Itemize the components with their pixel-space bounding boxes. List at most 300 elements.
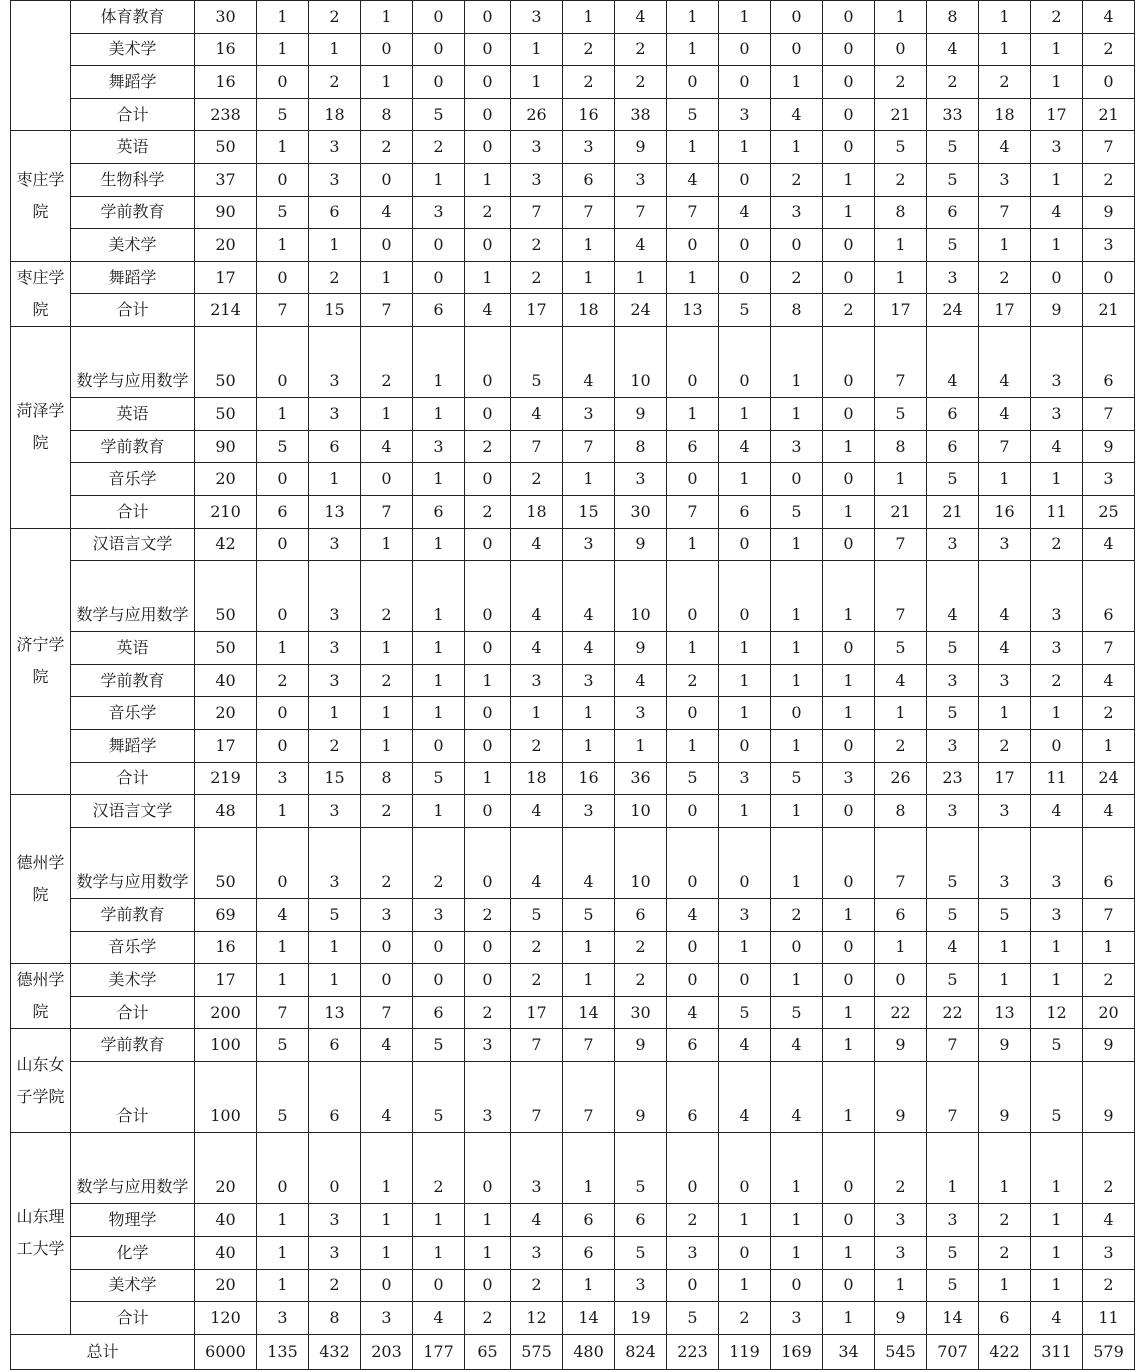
quota-value-cell: 6	[1083, 326, 1135, 397]
quota-value-cell: 1	[1031, 1204, 1083, 1237]
quota-value-cell: 3	[719, 762, 771, 795]
quota-value-cell: 5	[927, 1269, 979, 1302]
quota-value-cell: 1	[563, 463, 615, 496]
quota-value-cell: 0	[667, 229, 719, 262]
quota-value-cell: 1	[309, 33, 361, 66]
quota-value-cell: 11	[1083, 1302, 1135, 1335]
quota-value-cell: 5	[927, 899, 979, 932]
quota-value-cell: 8	[615, 430, 667, 463]
quota-value-cell: 2	[563, 33, 615, 66]
quota-value-cell: 2	[361, 664, 413, 697]
school-name-cell: 枣庄学院	[11, 261, 71, 326]
quota-value-cell: 5	[511, 899, 563, 932]
grand-total-value-cell: 177	[413, 1334, 465, 1369]
quota-value-cell: 4	[1083, 795, 1135, 828]
school-name-cell: 德州学院	[11, 795, 71, 964]
quota-value-cell: 0	[465, 795, 511, 828]
quota-value-cell: 6	[309, 196, 361, 229]
quota-value-cell: 1	[823, 495, 875, 528]
quota-value-cell: 3	[361, 1302, 413, 1335]
table-row	[11, 1269, 1135, 1302]
quota-value-cell: 3	[667, 1236, 719, 1269]
quota-value-cell: 21	[875, 98, 927, 131]
quota-value-cell: 36	[615, 762, 667, 795]
quota-value-cell: 3	[979, 163, 1031, 196]
quota-value-cell: 1	[719, 398, 771, 431]
quota-value-cell: 9	[979, 1062, 1031, 1133]
quota-value-cell: 0	[771, 33, 823, 66]
quota-value-cell: 1	[615, 730, 667, 763]
quota-value-cell: 5	[615, 1133, 667, 1204]
quota-value-cell: 3	[927, 795, 979, 828]
quota-total-cell: 40	[195, 1204, 257, 1237]
quota-value-cell: 0	[823, 463, 875, 496]
quota-value-cell: 3	[309, 1204, 361, 1237]
quota-value-cell: 1	[771, 827, 823, 898]
quota-value-cell: 2	[979, 66, 1031, 99]
quota-value-cell: 4	[771, 1029, 823, 1062]
quota-total-cell: 50	[195, 632, 257, 665]
quota-value-cell: 5	[927, 964, 979, 997]
quota-value-cell: 7	[1083, 398, 1135, 431]
school-name-cell: 山东女子学院	[11, 1029, 71, 1133]
quota-value-cell: 0	[413, 1269, 465, 1302]
quota-value-cell: 1	[1031, 1236, 1083, 1269]
quota-value-cell: 6	[309, 1029, 361, 1062]
quota-value-cell: 3	[615, 463, 667, 496]
quota-value-cell: 7	[667, 196, 719, 229]
quota-value-cell: 1	[563, 261, 615, 294]
quota-value-cell: 6	[667, 1029, 719, 1062]
quota-value-cell: 1	[719, 1204, 771, 1237]
quota-value-cell: 2	[361, 561, 413, 632]
quota-value-cell: 1	[979, 1, 1031, 34]
quota-value-cell: 2	[257, 664, 309, 697]
major-name-cell: 物理学	[71, 1204, 195, 1237]
quota-value-cell: 4	[1083, 1204, 1135, 1237]
quota-value-cell: 0	[823, 98, 875, 131]
quota-value-cell: 1	[511, 33, 563, 66]
quota-value-cell: 6	[413, 996, 465, 1029]
quota-value-cell: 2	[875, 1133, 927, 1204]
grand-total-value-cell: 824	[615, 1334, 667, 1369]
quota-value-cell: 5	[875, 632, 927, 665]
quota-total-cell: 20	[195, 229, 257, 262]
grand-total-value-cell: 707	[927, 1334, 979, 1369]
quota-value-cell: 1	[875, 1269, 927, 1302]
quota-value-cell: 6	[413, 294, 465, 327]
quota-value-cell: 1	[257, 398, 309, 431]
quota-value-cell: 6	[615, 1204, 667, 1237]
major-name-cell: 合计	[71, 294, 195, 327]
quota-value-cell: 3	[927, 261, 979, 294]
quota-value-cell: 0	[823, 131, 875, 164]
major-name-cell: 舞蹈学	[71, 730, 195, 763]
major-name-cell: 汉语言文学	[71, 795, 195, 828]
quota-value-cell: 7	[511, 1062, 563, 1133]
quota-value-cell: 0	[309, 1133, 361, 1204]
quota-value-cell: 2	[511, 261, 563, 294]
quota-value-cell: 9	[1083, 430, 1135, 463]
table-row	[11, 528, 1135, 561]
quota-value-cell: 0	[257, 1133, 309, 1204]
school-name-cell: 枣庄学院	[11, 131, 71, 261]
quota-value-cell: 7	[511, 430, 563, 463]
quota-value-cell: 17	[511, 996, 563, 1029]
quota-value-cell: 0	[465, 827, 511, 898]
quota-value-cell: 5	[413, 1029, 465, 1062]
quota-value-cell: 0	[667, 795, 719, 828]
quota-value-cell: 4	[1083, 664, 1135, 697]
quota-value-cell: 2	[667, 664, 719, 697]
quota-value-cell: 1	[1031, 697, 1083, 730]
grand-total-value-cell: 422	[979, 1334, 1031, 1369]
quota-value-cell: 23	[927, 762, 979, 795]
quota-value-cell: 26	[511, 98, 563, 131]
quota-value-cell: 4	[413, 1302, 465, 1335]
quota-value-cell: 1	[823, 1062, 875, 1133]
quota-value-cell: 1	[413, 561, 465, 632]
quota-value-cell: 3	[309, 795, 361, 828]
quota-value-cell: 0	[257, 730, 309, 763]
quota-value-cell: 2	[465, 899, 511, 932]
quota-value-cell: 1	[771, 398, 823, 431]
quota-value-cell: 5	[927, 1236, 979, 1269]
grand-total-value-cell: 545	[875, 1334, 927, 1369]
quota-value-cell: 19	[615, 1302, 667, 1335]
quota-value-cell: 1	[771, 1204, 823, 1237]
quota-value-cell: 13	[309, 996, 361, 1029]
quota-value-cell: 3	[927, 664, 979, 697]
quota-value-cell: 1	[719, 1, 771, 34]
quota-value-cell: 2	[979, 1236, 1031, 1269]
quota-value-cell: 2	[361, 131, 413, 164]
quota-value-cell: 0	[361, 931, 413, 964]
quota-value-cell: 1	[413, 697, 465, 730]
quota-value-cell: 2	[979, 730, 1031, 763]
quota-value-cell: 8	[771, 294, 823, 327]
quota-value-cell: 1	[465, 163, 511, 196]
quota-value-cell: 1	[1083, 931, 1135, 964]
quota-value-cell: 1	[361, 1236, 413, 1269]
quota-value-cell: 2	[979, 1204, 1031, 1237]
quota-value-cell: 0	[1083, 66, 1135, 99]
school-name-cell	[11, 1, 71, 131]
quota-total-cell: 17	[195, 964, 257, 997]
school-name-cell: 济宁学院	[11, 528, 71, 795]
quota-total-cell: 90	[195, 196, 257, 229]
quota-value-cell: 1	[563, 229, 615, 262]
quota-value-cell: 9	[1031, 294, 1083, 327]
major-name-cell: 合计	[71, 762, 195, 795]
quota-value-cell: 2	[309, 1, 361, 34]
quota-value-cell: 3	[1031, 131, 1083, 164]
quota-value-cell: 5	[771, 762, 823, 795]
quota-value-cell: 3	[309, 1236, 361, 1269]
table-row	[11, 1204, 1135, 1237]
quota-value-cell: 2	[1083, 33, 1135, 66]
quota-value-cell: 1	[563, 1, 615, 34]
quota-value-cell: 3	[1083, 1236, 1135, 1269]
quota-value-cell: 0	[361, 463, 413, 496]
quota-value-cell: 6	[719, 495, 771, 528]
major-name-cell: 学前教育	[71, 899, 195, 932]
quota-value-cell: 7	[875, 326, 927, 397]
quota-value-cell: 1	[823, 163, 875, 196]
quota-value-cell: 1	[719, 632, 771, 665]
quota-value-cell: 0	[719, 163, 771, 196]
quota-value-cell: 3	[413, 430, 465, 463]
quota-value-cell: 3	[563, 795, 615, 828]
quota-value-cell: 0	[823, 1, 875, 34]
quota-value-cell: 4	[979, 632, 1031, 665]
quota-value-cell: 1	[719, 795, 771, 828]
quota-value-cell: 1	[361, 632, 413, 665]
quota-value-cell: 0	[465, 33, 511, 66]
quota-value-cell: 3	[511, 1236, 563, 1269]
quota-value-cell: 5	[979, 899, 1031, 932]
quota-value-cell: 0	[361, 964, 413, 997]
grand-total-value-cell: 169	[771, 1334, 823, 1369]
quota-value-cell: 2	[1083, 697, 1135, 730]
quota-value-cell: 5	[309, 899, 361, 932]
quota-value-cell: 1	[563, 931, 615, 964]
quota-value-cell: 3	[771, 196, 823, 229]
quota-value-cell: 1	[361, 1, 413, 34]
major-name-cell: 合计	[71, 1062, 195, 1133]
quota-total-cell: 17	[195, 730, 257, 763]
table-row	[11, 632, 1135, 665]
quota-value-cell: 22	[927, 996, 979, 1029]
quota-total-cell: 16	[195, 33, 257, 66]
quota-value-cell: 9	[1083, 1029, 1135, 1062]
quota-total-cell: 16	[195, 931, 257, 964]
grand-total-value-cell: 6000	[195, 1334, 257, 1369]
quota-value-cell: 0	[719, 1133, 771, 1204]
quota-value-cell: 5	[719, 996, 771, 1029]
grand-total-value-cell: 203	[361, 1334, 413, 1369]
quota-value-cell: 4	[563, 326, 615, 397]
quota-value-cell: 1	[361, 528, 413, 561]
quota-value-cell: 38	[615, 98, 667, 131]
quota-value-cell: 7	[927, 1062, 979, 1133]
quota-value-cell: 1	[511, 66, 563, 99]
quota-value-cell: 5	[257, 430, 309, 463]
quota-value-cell: 4	[719, 430, 771, 463]
quota-value-cell: 1	[413, 163, 465, 196]
quota-value-cell: 1	[875, 697, 927, 730]
subtotal-row	[11, 996, 1135, 1029]
quota-value-cell: 3	[511, 1133, 563, 1204]
grand-total-value-cell: 579	[1083, 1334, 1135, 1369]
quota-value-cell: 1	[823, 664, 875, 697]
quota-value-cell: 3	[615, 1269, 667, 1302]
quota-value-cell: 5	[875, 398, 927, 431]
quota-value-cell: 7	[563, 1062, 615, 1133]
quota-value-cell: 6	[927, 196, 979, 229]
quota-value-cell: 1	[257, 632, 309, 665]
quota-table-container	[10, 0, 1135, 1370]
quota-value-cell: 1	[413, 398, 465, 431]
quota-value-cell: 5	[719, 294, 771, 327]
quota-value-cell: 22	[875, 996, 927, 1029]
quota-value-cell: 1	[1031, 964, 1083, 997]
major-name-cell: 舞蹈学	[71, 66, 195, 99]
quota-value-cell: 1	[309, 463, 361, 496]
quota-value-cell: 3	[309, 163, 361, 196]
quota-value-cell: 7	[927, 1029, 979, 1062]
quota-value-cell: 0	[667, 931, 719, 964]
quota-value-cell: 1	[257, 131, 309, 164]
quota-value-cell: 2	[615, 964, 667, 997]
quota-value-cell: 6	[1083, 827, 1135, 898]
quota-value-cell: 15	[309, 762, 361, 795]
quota-value-cell: 2	[361, 795, 413, 828]
quota-value-cell: 2	[771, 163, 823, 196]
quota-value-cell: 4	[511, 795, 563, 828]
quota-value-cell: 7	[1083, 899, 1135, 932]
quota-value-cell: 1	[875, 931, 927, 964]
quota-value-cell: 1	[771, 964, 823, 997]
quota-value-cell: 7	[875, 528, 927, 561]
quota-value-cell: 4	[1083, 1, 1135, 34]
quota-total-cell: 50	[195, 131, 257, 164]
quota-value-cell: 7	[875, 561, 927, 632]
quota-value-cell: 1	[719, 463, 771, 496]
quota-value-cell: 0	[719, 229, 771, 262]
quota-value-cell: 6	[1083, 561, 1135, 632]
quota-value-cell: 30	[615, 996, 667, 1029]
major-name-cell: 化学	[71, 1236, 195, 1269]
quota-value-cell: 4	[719, 1029, 771, 1062]
subtotal-row	[11, 294, 1135, 327]
quota-value-cell: 21	[875, 495, 927, 528]
quota-value-cell: 0	[465, 730, 511, 763]
major-name-cell: 体育教育	[71, 1, 195, 34]
quota-value-cell: 7	[511, 196, 563, 229]
quota-value-cell: 7	[361, 495, 413, 528]
quota-value-cell: 1	[413, 664, 465, 697]
quota-value-cell: 2	[413, 1133, 465, 1204]
quota-value-cell: 17	[511, 294, 563, 327]
quota-value-cell: 9	[615, 528, 667, 561]
quota-value-cell: 1	[257, 1269, 309, 1302]
quota-value-cell: 0	[719, 1236, 771, 1269]
quota-value-cell: 1	[979, 1269, 1031, 1302]
quota-value-cell: 3	[875, 1204, 927, 1237]
quota-value-cell: 18	[511, 495, 563, 528]
quota-value-cell: 0	[771, 931, 823, 964]
major-name-cell: 学前教育	[71, 1029, 195, 1062]
grand-total-value-cell: 575	[511, 1334, 563, 1369]
quota-value-cell: 5	[1031, 1062, 1083, 1133]
quota-value-cell: 2	[979, 261, 1031, 294]
quota-value-cell: 2	[511, 1269, 563, 1302]
quota-value-cell: 0	[823, 795, 875, 828]
quota-value-cell: 0	[465, 326, 511, 397]
quota-value-cell: 1	[361, 730, 413, 763]
quota-value-cell: 5	[667, 762, 719, 795]
quota-value-cell: 4	[615, 1, 667, 34]
quota-value-cell: 1	[771, 664, 823, 697]
quota-value-cell: 0	[1083, 261, 1135, 294]
quota-value-cell: 3	[719, 899, 771, 932]
quota-value-cell: 5	[927, 632, 979, 665]
quota-value-cell: 2	[309, 730, 361, 763]
quota-value-cell: 14	[563, 996, 615, 1029]
quota-value-cell: 21	[927, 495, 979, 528]
quota-value-cell: 5	[413, 762, 465, 795]
quota-value-cell: 3	[1031, 827, 1083, 898]
quota-value-cell: 1	[257, 1204, 309, 1237]
quota-value-cell: 5	[1031, 1029, 1083, 1062]
quota-value-cell: 4	[1031, 430, 1083, 463]
major-name-cell: 合计	[71, 495, 195, 528]
quota-value-cell: 9	[615, 131, 667, 164]
quota-total-cell: 20	[195, 1133, 257, 1204]
quota-value-cell: 0	[771, 697, 823, 730]
quota-total-cell: 50	[195, 561, 257, 632]
quota-value-cell: 13	[309, 495, 361, 528]
quota-total-cell: 69	[195, 899, 257, 932]
quota-value-cell: 0	[823, 931, 875, 964]
major-name-cell: 学前教育	[71, 196, 195, 229]
quota-value-cell: 0	[771, 229, 823, 262]
quota-value-cell: 3	[309, 398, 361, 431]
quota-value-cell: 4	[511, 398, 563, 431]
quota-total-cell: 219	[195, 762, 257, 795]
major-name-cell: 合计	[71, 1302, 195, 1335]
quota-value-cell: 4	[771, 98, 823, 131]
quota-value-cell: 2	[511, 229, 563, 262]
quota-value-cell: 7	[563, 196, 615, 229]
quota-value-cell: 2	[465, 196, 511, 229]
quota-value-cell: 5	[771, 495, 823, 528]
grand-total-value-cell: 119	[719, 1334, 771, 1369]
quota-value-cell: 1	[719, 697, 771, 730]
quota-value-cell: 1	[257, 229, 309, 262]
grand-total-value-cell: 135	[257, 1334, 309, 1369]
quota-value-cell: 0	[257, 827, 309, 898]
quota-value-cell: 5	[771, 996, 823, 1029]
quota-value-cell: 26	[875, 762, 927, 795]
quota-value-cell: 1	[823, 899, 875, 932]
quota-value-cell: 4	[719, 1062, 771, 1133]
quota-value-cell: 8	[309, 1302, 361, 1335]
quota-value-cell: 0	[361, 33, 413, 66]
quota-value-cell: 0	[413, 33, 465, 66]
quota-value-cell: 1	[1031, 1269, 1083, 1302]
subtotal-row	[11, 1302, 1135, 1335]
quota-value-cell: 21	[1083, 294, 1135, 327]
quota-value-cell: 1	[413, 1236, 465, 1269]
quota-value-cell: 7	[615, 196, 667, 229]
quota-value-cell: 1	[771, 66, 823, 99]
quota-value-cell: 0	[667, 1133, 719, 1204]
quota-value-cell: 1	[979, 229, 1031, 262]
quota-value-cell: 18	[511, 762, 563, 795]
quota-value-cell: 3	[771, 1302, 823, 1335]
quota-value-cell: 1	[979, 964, 1031, 997]
quota-value-cell: 3	[979, 664, 1031, 697]
major-name-cell: 合计	[71, 996, 195, 1029]
quota-value-cell: 0	[413, 1, 465, 34]
quota-value-cell: 1	[823, 697, 875, 730]
quota-value-cell: 5	[413, 98, 465, 131]
major-name-cell: 汉语言文学	[71, 528, 195, 561]
quota-value-cell: 2	[927, 66, 979, 99]
quota-value-cell: 1	[979, 463, 1031, 496]
